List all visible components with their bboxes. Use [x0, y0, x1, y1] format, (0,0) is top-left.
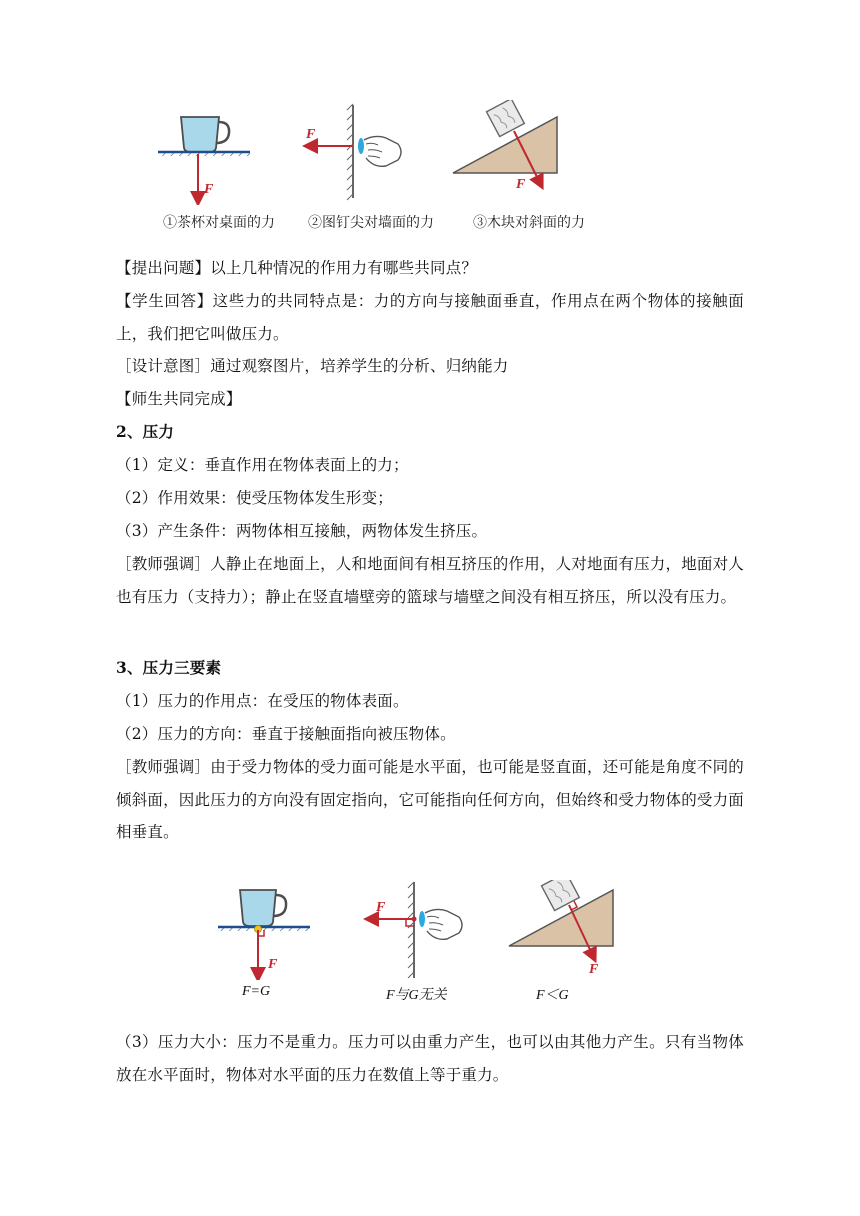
relation-equal: F=G: [242, 984, 271, 999]
question-paragraph: 【提出问题】以上几种情况的作用力有哪些共同点？: [116, 259, 478, 277]
force-label: F: [268, 957, 278, 972]
cup-force-diagram: [212, 880, 317, 980]
direction-item: （2）压力的方向：垂直于接触面指向被压物体。: [116, 725, 456, 743]
relation-unrelated: F与G无关: [386, 988, 447, 1003]
force-label: F: [306, 127, 316, 142]
magnitude-paragraph: （3）压力大小：压力不是重力。压力可以由重力产生，也可以由其他力产生。只有当物体放在水平面时，物体对水平面的压力在数值上等于重力。: [116, 1033, 744, 1084]
force-label: F: [376, 900, 386, 915]
thumbtack-on-wall-figure: [300, 100, 410, 205]
teacher-emphasis-paragraph: ［教师强调］人静止在地面上，人和地面间有相互挤压的作用，人对地面有压力，地面对人也有压力（支持力）；静止在竖直墙壁旁的篮球与墙壁之间没有相互挤压，所以没有压力。: [116, 555, 745, 606]
force-label: F: [516, 177, 526, 192]
definition-item: （1）定义：垂直作用在物体表面上的力；: [116, 456, 409, 474]
condition-item: （3）产生条件：两物体相互接触，两物体发生挤压。: [116, 522, 488, 540]
caption-thumbtack: ②图钉尖对墙面的力: [308, 215, 434, 231]
section-heading-three-elements: 3、压力三要素: [116, 658, 222, 677]
cup-on-table-figure: [150, 100, 260, 205]
answer-paragraph: 【学生回答】这些力的共同特点是：力的方向与接触面垂直，作用点在两个物体的接触面上，我们把它叫做压力。: [116, 292, 744, 343]
thumbtack-force-diagram: [362, 880, 472, 980]
section-heading-pressure: 2、压力: [116, 422, 175, 441]
teacher-emphasis-direction-paragraph: ［教师强调］由于受力物体的受力面可能是水平面，也可能是竖直面，还可能是角度不同的倾斜面，因此压力的方向没有固定指向，它可能指向任何方向，但始终和受力物体的受力面相垂直。: [116, 758, 745, 841]
application-point-item: （1）压力的作用点：在受压的物体表面。: [116, 692, 409, 710]
design-intent-paragraph: ［设计意图］通过观察图片，培养学生的分析、归纳能力: [116, 357, 509, 375]
caption-block: ③木块对斜面的力: [473, 215, 585, 231]
incline-force-diagram: [505, 880, 620, 980]
effect-item: （2）作用效果：使受压物体发生形变；: [116, 489, 393, 507]
caption-cup: ①茶杯对桌面的力: [163, 215, 275, 231]
block-on-incline-figure: [450, 100, 565, 200]
force-label: F: [589, 962, 599, 977]
force-label: F: [204, 182, 214, 197]
relation-less: F＜G: [536, 988, 569, 1003]
joint-completion-paragraph: 【师生共同完成】: [116, 390, 242, 408]
